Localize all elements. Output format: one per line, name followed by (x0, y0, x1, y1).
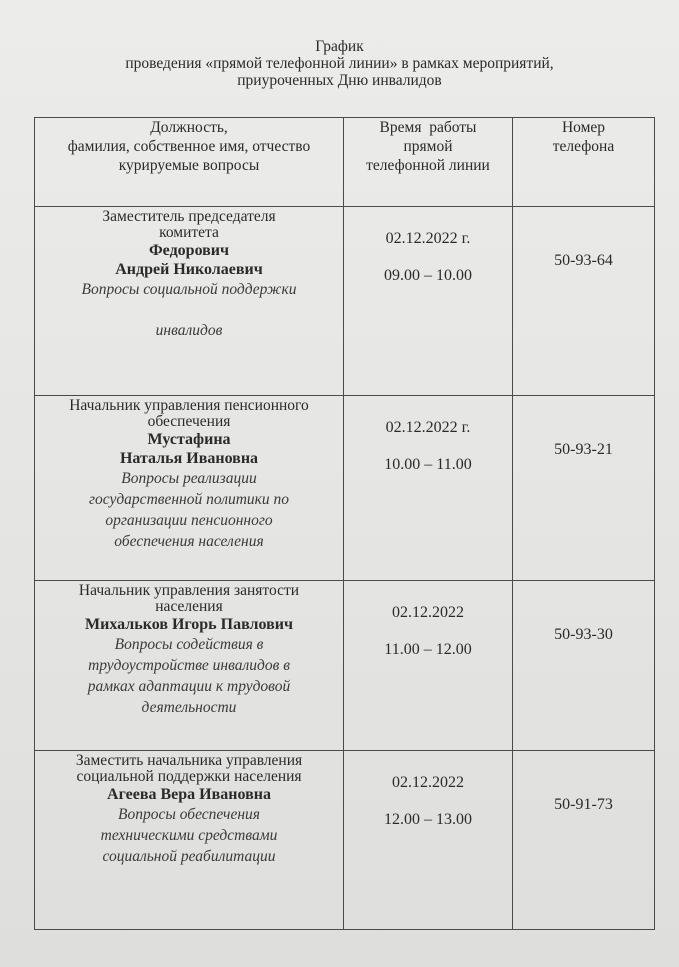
document-subtitle-line-1: проведения «прямой телефонной линии» в рамках мероприятий, (125, 55, 554, 72)
phone-cell (513, 396, 655, 581)
person-cell (35, 751, 344, 930)
hotline-time: 12.00 – 13.00 (384, 811, 472, 828)
time-cell (344, 751, 513, 930)
document-title: График (315, 38, 364, 55)
topic-text: Вопросы обеспечения (118, 806, 260, 823)
phone-number: 50-91-73 (554, 796, 613, 813)
person-full-name: Михальков Игорь Павлович (85, 616, 293, 633)
hotline-date: 02.12.2022 г. (385, 230, 471, 247)
table-row (35, 207, 655, 396)
phone-cell (513, 581, 655, 751)
topic-text-cont: обеспечения населения (114, 533, 264, 550)
topic-text-cont: трудоустройстве инвалидов в (88, 657, 290, 674)
header-position-name-topics: Должность, фамилия, собственное имя, отчество курируемые вопросы (35, 118, 344, 207)
table-row (35, 581, 655, 751)
position-title-cont: комитета (159, 224, 219, 241)
header-phone-number: Номер телефона (513, 118, 655, 207)
topic-text-cont: государственной политики по (88, 491, 290, 508)
hotline-time: 09.00 – 10.00 (384, 267, 472, 284)
time-cell (344, 207, 513, 396)
position-title: Заместить начальника управления (75, 752, 303, 769)
phone-number: 50-93-64 (554, 252, 613, 269)
hotline-time: 11.00 – 12.00 (384, 641, 472, 658)
topic-text: Вопросы реализации (121, 470, 257, 487)
hotline-date: 02.12.2022 (392, 604, 464, 621)
hotline-date: 02.12.2022 (392, 774, 464, 791)
hotline-time: 10.00 – 11.00 (384, 456, 472, 473)
phone-cell (513, 751, 655, 930)
person-surname: Мустафина (147, 431, 231, 448)
position-title-cont: социальной поддержки населения (76, 768, 302, 785)
topic-text: Вопросы социальной поддержки (81, 281, 297, 298)
topic-text-cont: организации пенсионного (105, 512, 273, 529)
topic-text-cont: социальной реабилитации (102, 848, 276, 865)
person-surname: Федорович (148, 242, 230, 259)
topic-text-cont: инвалидов (155, 322, 223, 339)
phone-number: 50-93-21 (554, 441, 613, 458)
person-cell (35, 581, 344, 751)
position-title-cont: обеспечения (147, 413, 231, 430)
table-header-row (35, 118, 655, 207)
phone-cell (513, 207, 655, 396)
document-heading (0, 38, 679, 89)
position-title-cont: населения (155, 598, 223, 615)
document-subtitle-line-2: приуроченных Дню инвалидов (237, 72, 442, 89)
header-hotline-time: Время работы прямой телефонной линии (344, 118, 513, 207)
time-cell (344, 396, 513, 581)
position-title: Начальник управления пенсионного (69, 397, 309, 414)
table-row (35, 751, 655, 930)
topic-text-cont: деятельности (141, 699, 237, 716)
position-title: Начальник управления занятости (78, 582, 300, 599)
position-title: Заместитель председателя (102, 208, 276, 225)
topic-text: Вопросы содействия в (114, 636, 264, 653)
hotline-schedule-table (34, 117, 655, 930)
topic-text-cont: рамках адаптации к трудовой (87, 678, 291, 695)
person-cell (35, 396, 344, 581)
hotline-date: 02.12.2022 г. (385, 419, 471, 436)
phone-number: 50-93-30 (554, 626, 613, 643)
person-full-name: Агеева Вера Ивановна (107, 786, 271, 803)
person-cell (35, 207, 344, 396)
topic-text-cont: техническими средствами (100, 827, 278, 844)
person-name: Андрей Николаевич (115, 261, 263, 278)
person-name: Наталья Ивановна (119, 450, 259, 467)
time-cell (344, 581, 513, 751)
table-row (35, 396, 655, 581)
